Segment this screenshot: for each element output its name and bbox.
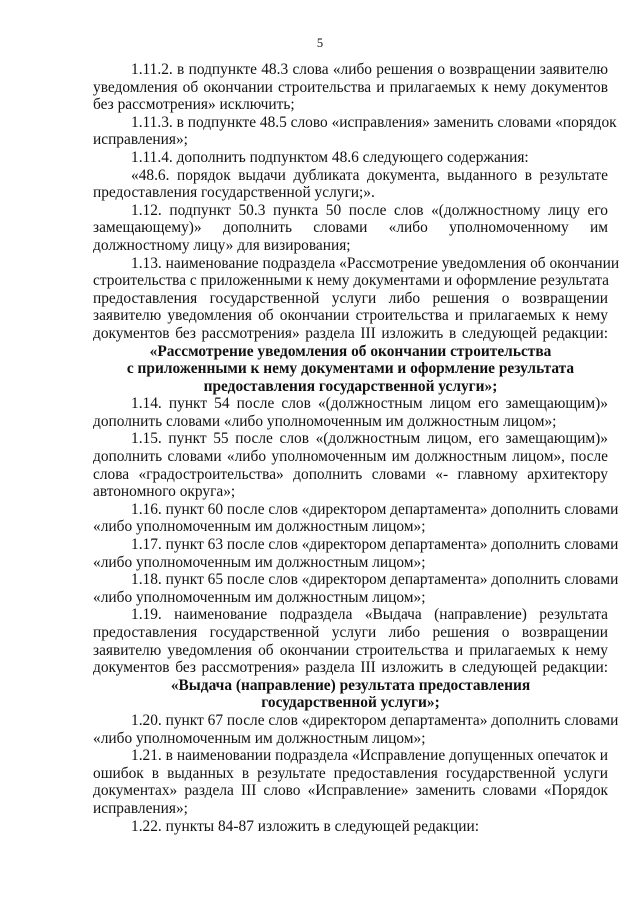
body-text-line: «либо уполномоченным им должностным лицом»; xyxy=(93,588,426,606)
body-text-line: 1.18. пункт 65 после слов «директором департамента» дополнить словами xyxy=(131,571,619,589)
body-text-line: «либо уполномоченным им должностным лицом»; xyxy=(93,553,426,571)
body-text-line: дополнить словами «либо уполномоченным им должностным лицом», после xyxy=(93,448,608,466)
body-text-line: 1.20. пункт 67 после слов «директором департамента» дополнить словами xyxy=(131,711,619,729)
body-text-line: «48.6. порядок выдачи дубликата документа, выданного в результате xyxy=(131,166,608,184)
body-text-line: предоставления государственной услуги либо решения о возвращении xyxy=(93,624,608,641)
body-text-line: должностному лицу» для визирования; xyxy=(93,236,351,254)
body-text-line: исправления»; xyxy=(93,799,188,817)
section-heading-line: государственной услуги»; xyxy=(261,694,440,712)
body-text-line: дополнить словами «либо уполномоченным им должностным лицом»; xyxy=(93,412,557,430)
body-text-line: 1.21. в наименовании подраздела «Исправление допущенных опечаток и xyxy=(131,747,608,765)
body-text-line: документов без рассмотрения» раздела III изложить в следующей редакции: xyxy=(93,659,608,677)
body-text-line: 1.11.3. в подпункте 48.5 слово «исправления» заменить словами «порядок xyxy=(131,113,617,131)
section-heading-line: предоставления государственной услуги»; xyxy=(203,377,498,395)
section-heading-line: с приложенными к нему документами и оформление результата xyxy=(126,360,575,378)
body-text-line: ошибок в выданных в результате предоставления государственной услуги xyxy=(93,764,608,782)
body-text-line: предоставления государственной услуги либо решения о возвращении xyxy=(93,289,608,307)
body-text-line: «либо уполномоченным им должностным лицом»; xyxy=(93,518,426,536)
body-text-line: 1.19. наименование подраздела «Выдача (направление) результата xyxy=(131,606,608,624)
body-text-line: заявителю уведомления об окончании строительства и прилагаемых к нему xyxy=(93,641,608,659)
body-text-line: строительства с приложенными к нему документами и оформление результата xyxy=(93,272,609,290)
body-text-line: 1.11.4. дополнить подпунктом 48.6 следующего содержания: xyxy=(131,148,529,166)
body-text-line: автономного округа»; xyxy=(93,483,236,501)
body-text-line: 1.16. пункт 60 после слов «директором департамента» дополнить словами xyxy=(131,500,619,518)
body-text-line: документов без рассмотрения» раздела III изложить в следующей редакции: xyxy=(93,324,608,342)
body-text-line: без рассмотрения» исключить; xyxy=(93,96,295,114)
body-text-line: 1.12. подпункт 50.3 пункта 50 после слов «(должностному лицу его xyxy=(131,201,608,219)
document-body xyxy=(93,61,620,835)
section-heading-line: «Рассмотрение уведомления об окончании строительства xyxy=(149,342,552,360)
body-text-line: 1.14. пункт 54 после слов «(должностным лицом его замещающим)» xyxy=(131,395,608,413)
body-text-line: 1.15. пункт 55 после слов «(должностным лицом, его замещающим)» xyxy=(131,430,608,448)
body-text-line: слова «градостроительства» дополнить словами «- главному архитектору xyxy=(93,465,608,483)
body-text-line: уведомления об окончании строительства и прилагаемых к нему документов xyxy=(93,78,608,96)
body-text-line: 1.11.2. в подпункте 48.3 слова «либо решения о возвращении заявителю xyxy=(131,61,608,78)
body-text-line: предоставления государственной услуги;». xyxy=(93,184,375,202)
body-text-line: исправления»; xyxy=(93,131,188,149)
body-text-line: 1.13. наименование подраздела «Рассмотрение уведомления об окончании xyxy=(131,254,620,272)
section-heading-line: «Выдача (направление) результата предоставления xyxy=(170,676,531,694)
body-text-line: 1.22. пункты 84-87 изложить в следующей редакции: xyxy=(131,817,480,835)
body-text-line: замещающему)» дополнить словами «либо уполномоченному им xyxy=(93,219,608,237)
page-number: 5 xyxy=(316,36,324,50)
body-text-line: документах» раздела III слово «Исправление» заменить словами «Порядок xyxy=(93,782,608,800)
body-text-line: заявителю уведомления об окончании строительства и прилагаемых к нему xyxy=(93,307,608,325)
body-text-line: «либо уполномоченным им должностным лицом»; xyxy=(93,729,426,747)
body-text-line: 1.17. пункт 63 после слов «директором департамента» дополнить словами xyxy=(131,536,619,554)
